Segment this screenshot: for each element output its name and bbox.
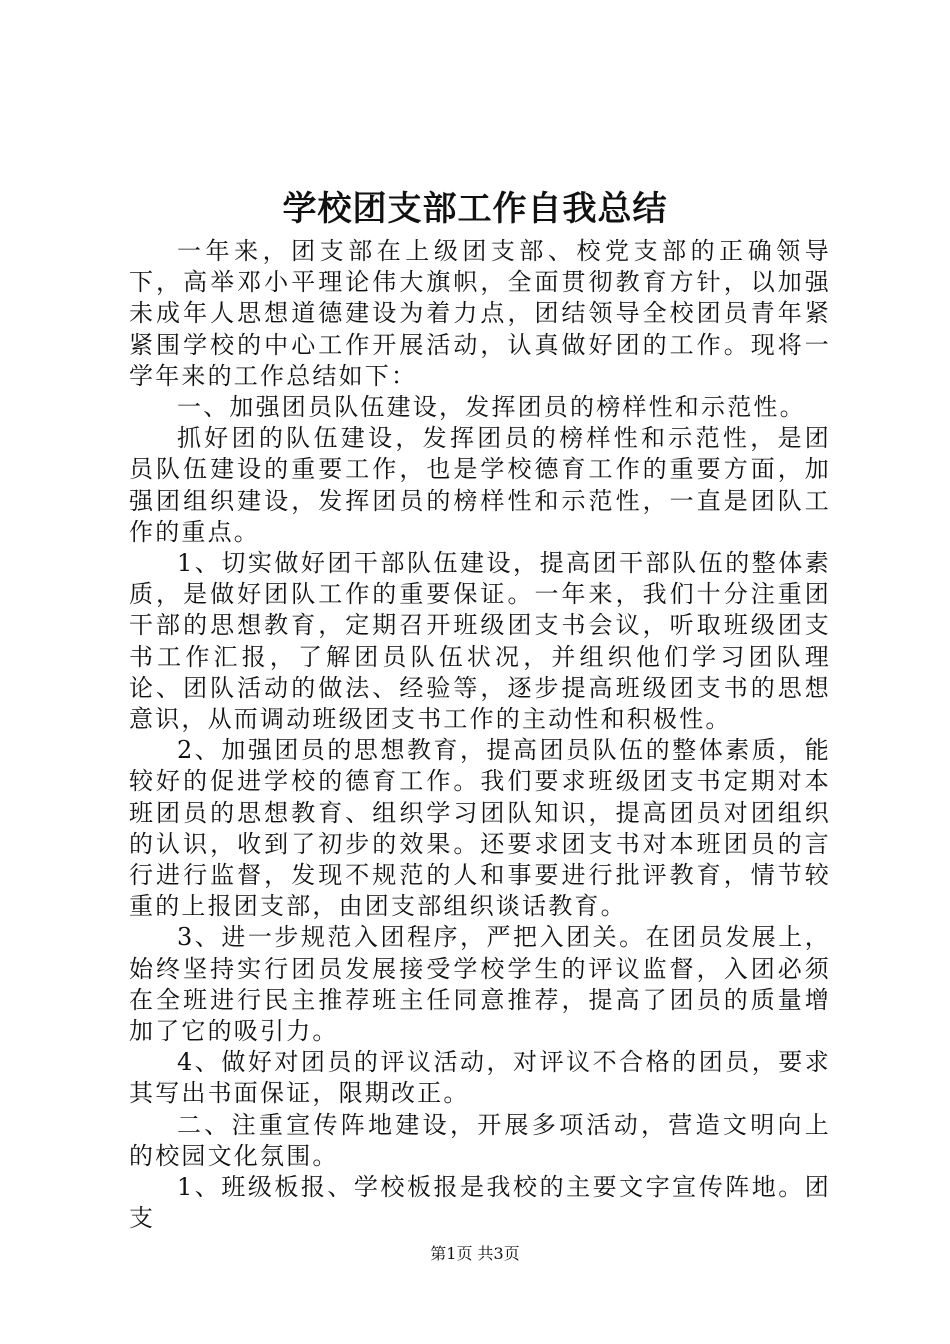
paragraph-item-3: 3、进一步规范入团程序，严把入团关。在团员发展上，始终坚持实行团员发展接受学校学生的评议监督，入团必须在全班进行民主推荐班主任同意推荐，提高了团员的质量增加了它的吸引力。	[129, 923, 831, 1046]
document-body	[129, 236, 831, 1235]
paragraph-item-4: 4、做好对团员的评议活动，对评议不合格的团员，要求其写出书面保证，限期改正。	[129, 1048, 831, 1108]
page-title: 学校团支部工作自我总结	[282, 189, 668, 229]
paragraph-item-2: 2、加强团员的思想教育，提高团员队伍的整体素质，能较好的促进学校的德育工作。我们要求班级团支书定期对本班团员的思想教育、组织学习团队知识，提高团员对团组织的认识，收到了初步的效果。还要求团支书对本班团员的言行进行监督，发现不规范的人和事要进行批评教育，情节较重的上报团支部，由团支部组织谈话教育。	[129, 736, 831, 921]
section-heading-1: 一、加强团员队伍建设，发挥团员的榜样性和示范性。	[177, 393, 806, 422]
paragraph-section-1-overview: 抓好团的队伍建设，发挥团员的榜样性和示范性，是团员队伍建设的重要工作，也是学校德育工作的重要方面，加强团组织建设，发挥团员的榜样性和示范性，一直是团队工作的重点。	[129, 424, 831, 546]
paragraph-item-1: 1、切实做好团干部队伍建设，提高团干部队伍的整体素质，是做好团队工作的重要保证。一年来，我们十分注重团干部的思想教育，定期召开班级团支书会议，听取班级团支书工作汇报，了解团员队伍状况，并组织他们学习团队理论、团队活动的做法、经验等，逐步提高班级团支书的思想意识，从而调动班级团支书工作的主动性和积极性。	[129, 549, 831, 734]
paragraph-section-2-item-1: 1、班级板报、学校板报是我校的主要文字宣传阵地。团支	[129, 1173, 831, 1233]
section-heading-2: 二、注重宣传阵地建设，开展多项活动，营造文明向上的校园文化氛围。	[129, 1110, 831, 1170]
paragraph-intro: 一年来，团支部在上级团支部、校党支部的正确领导下，高举邓小平理论伟大旗帜，全面贯彻教育方针，以加强未成年人思想道德建设为着力点，团结领导全校团员青年紧紧围学校的中心工作开展活动，认真做好团的工作。现将一学年来的工作总结如下：	[129, 237, 831, 390]
page-number-footer: 第1页 共3页	[430, 1244, 520, 1263]
